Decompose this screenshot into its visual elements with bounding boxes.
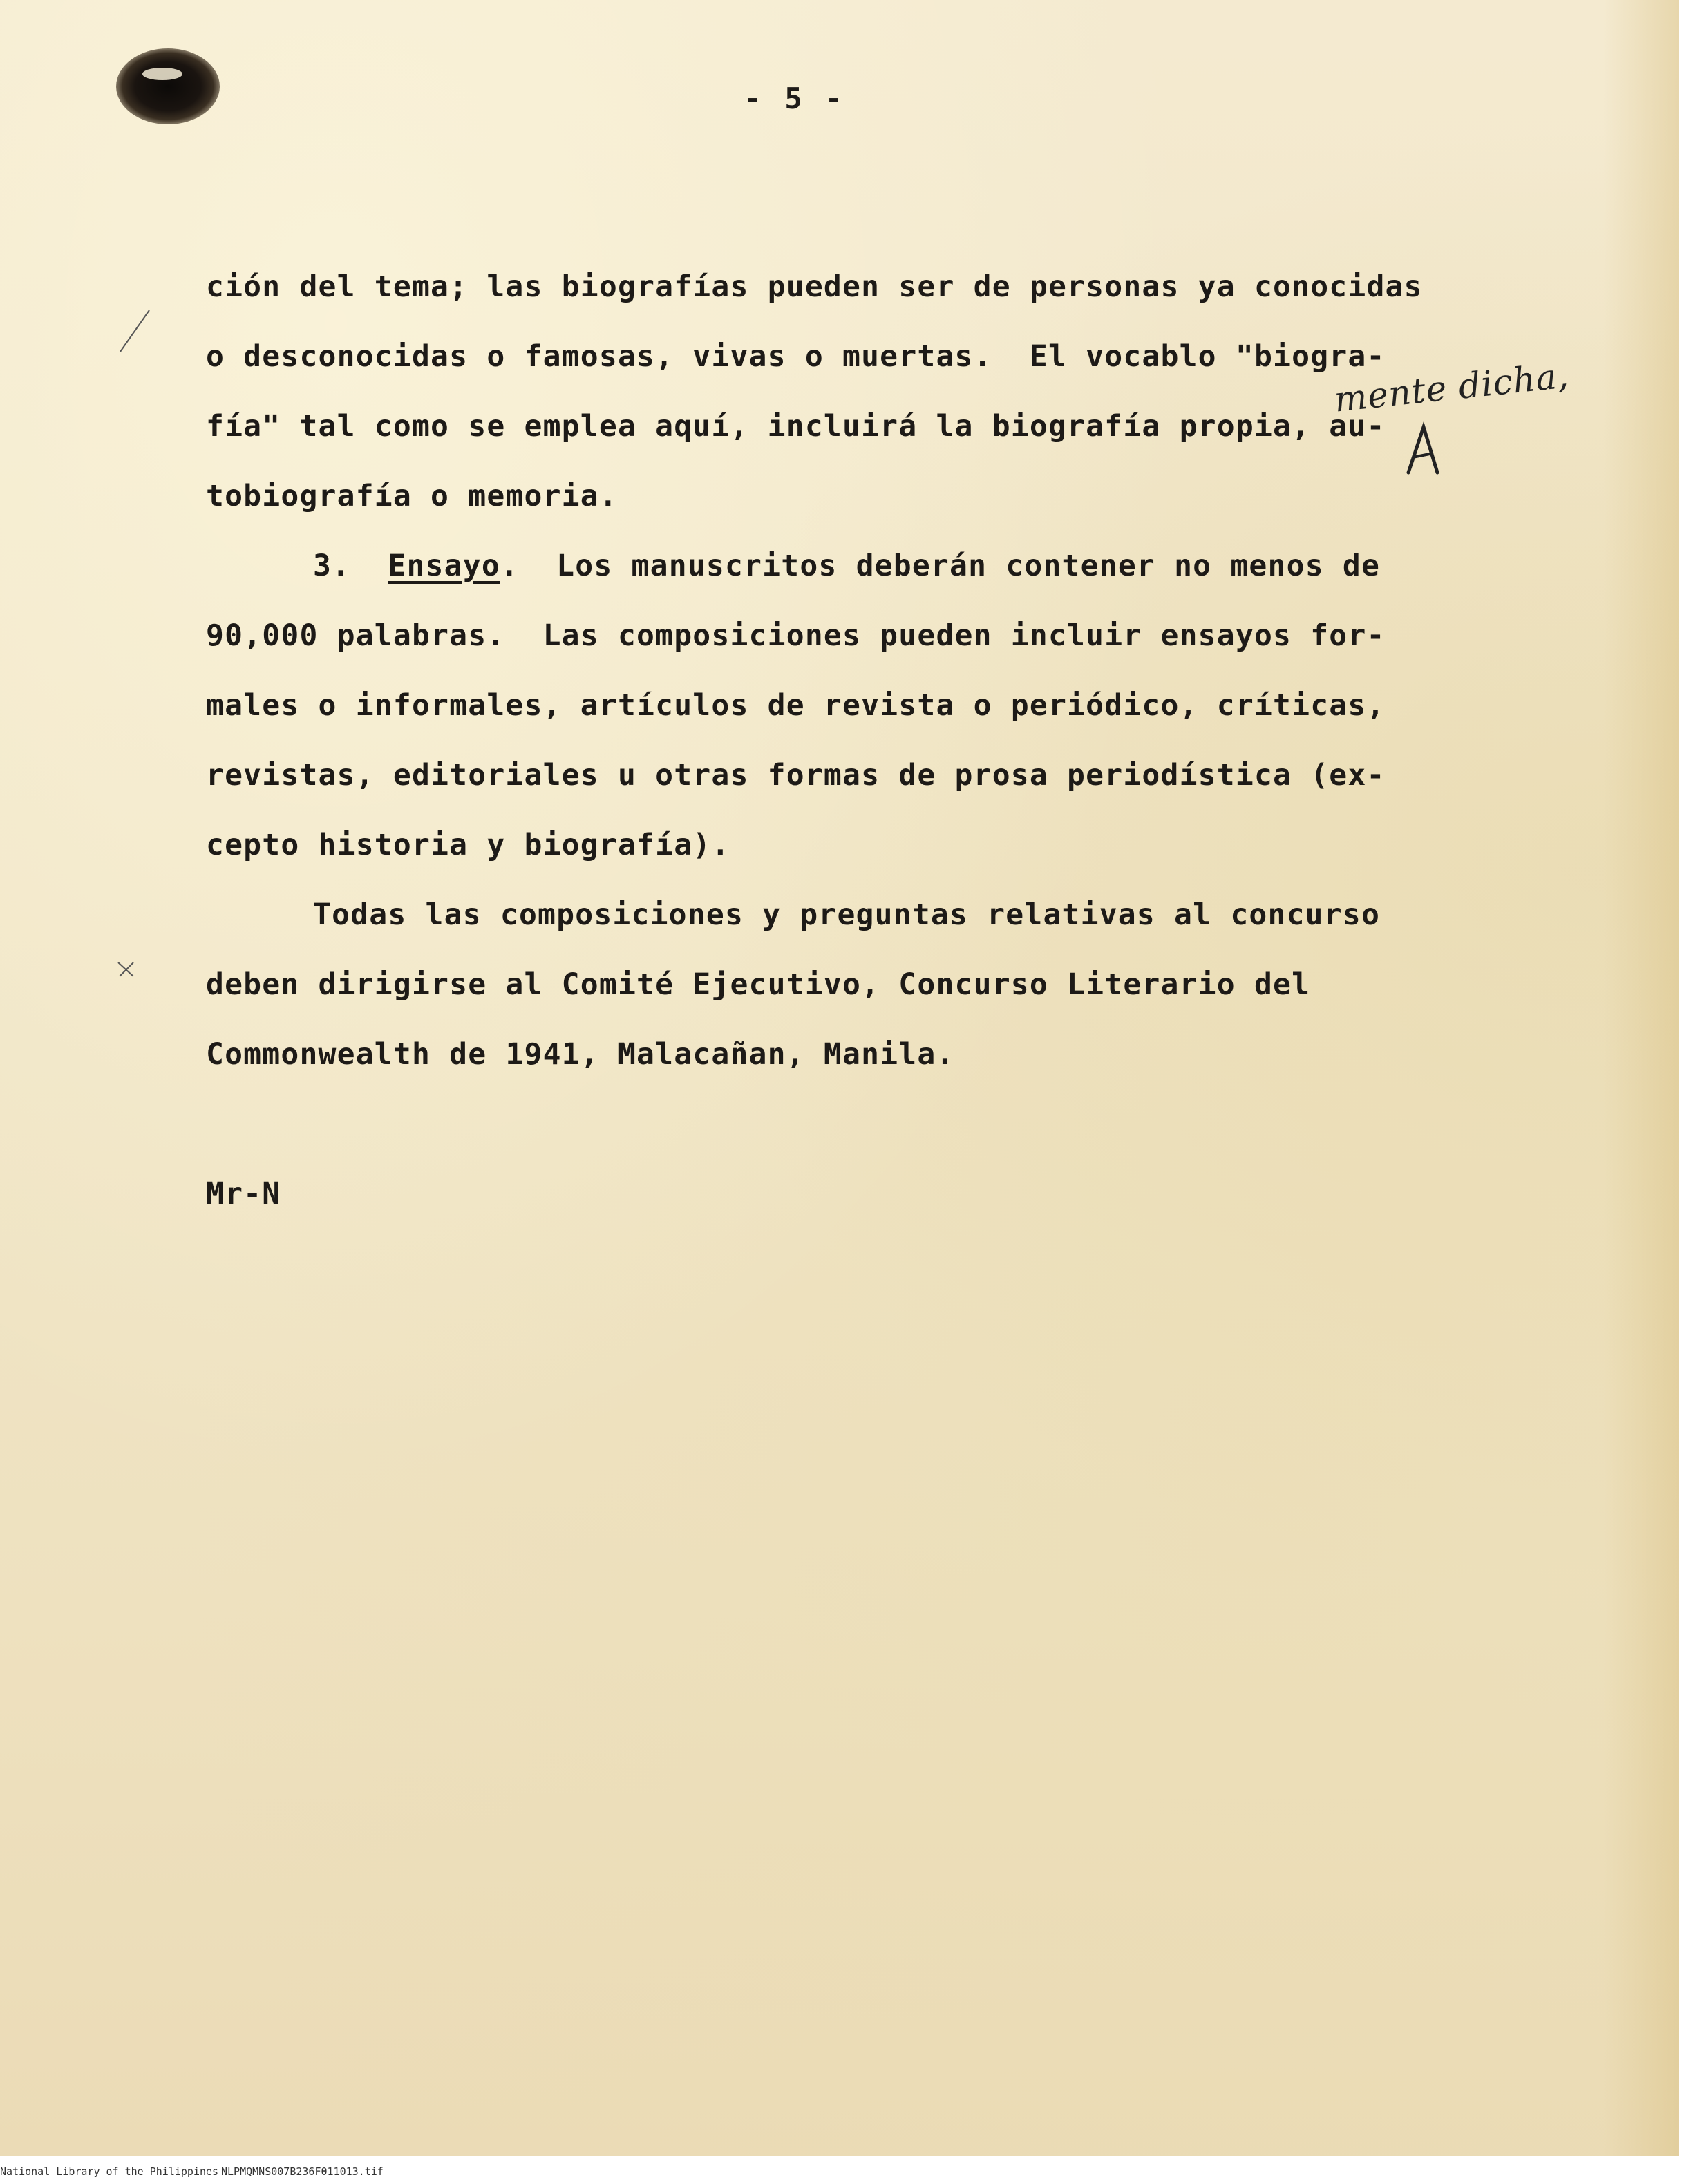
document-body <box>206 252 1581 1229</box>
page-number: - 5 - <box>744 82 846 115</box>
ensayo-line: males o informales, artículos de revista o periódico, críticas, <box>206 688 1386 723</box>
body-line: o desconocidas o famosas, vivas o muertas. El vocablo "biogra- <box>206 339 1386 374</box>
margin-cross-mark <box>114 957 138 980</box>
ensayo-first-line <box>206 531 1581 601</box>
closing-line: deben dirigirse al Comité Ejecutivo, Concurso Literario del <box>206 967 1311 1002</box>
spacer <box>206 1090 1581 1159</box>
ensayo-line: cepto historia y biografía). <box>206 828 730 862</box>
body-line: ción del tema; las biografías pueden ser de personas ya conocidas <box>206 269 1423 304</box>
footer-library: National Library of the Philippines <box>0 2165 219 2178</box>
closing-line: Todas las composiciones y preguntas relativas al concurso <box>313 898 1381 932</box>
closing-line: Commonwealth de 1941, Malacañan, Manila. <box>206 1037 955 1072</box>
body-line: tobiografía o memoria. <box>206 479 618 513</box>
initials: Mr-N <box>206 1177 281 1211</box>
ensayo-heading: Ensayo <box>388 549 500 583</box>
footer-file-id: NLPMQMNS007B236F011013.tif <box>221 2165 384 2178</box>
ensayo-first-line-text: . Los manuscritos deberán contener no menos de <box>500 549 1381 583</box>
margin-check-mark <box>117 307 152 356</box>
scan-footer <box>0 2161 1691 2184</box>
ensayo-line: 90,000 palabras. Las composiciones pueden incluir ensayos for- <box>206 618 1386 653</box>
section-number: 3. <box>313 549 351 583</box>
body-line: fía" tal como se emplea aquí, incluirá la biografía propia, au- <box>206 409 1386 444</box>
handwritten-note: mente dicha, <box>1332 355 1571 420</box>
ensayo-line: revistas, editoriales u otras formas de prosa periodística (ex- <box>206 758 1386 792</box>
